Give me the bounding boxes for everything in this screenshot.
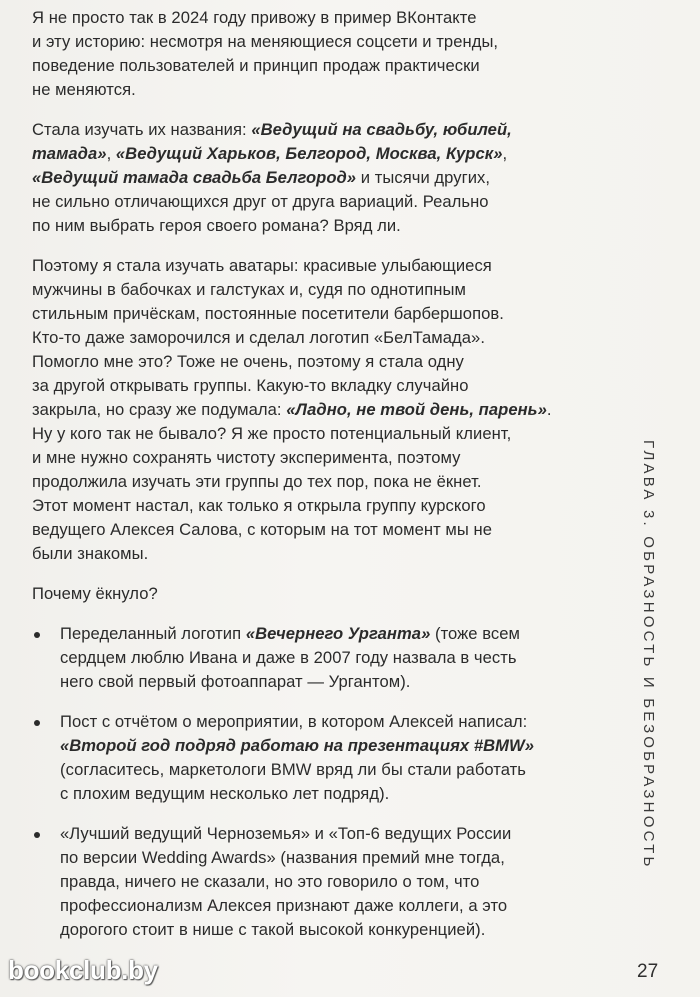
text-line: Помогло мне это? Тоже не очень, поэтому я стала одну [32,352,464,371]
text-run: и тысячи других, [356,168,491,187]
bullet-icon [34,832,40,838]
text-line [32,142,602,166]
text-line: Этот момент настал, как только я открыла группу курского [32,496,486,515]
text-line: сердцем люблю Ивана и даже в 2007 году назвала в честь [60,648,517,667]
text-line: Почему ёкнуло? [32,584,158,603]
text-line: (согласитесь, маркетологи BMW вряд ли бы стали работать [60,760,527,779]
text-line: стильным причёскам, постоянные посетители барбершопов. [32,304,504,323]
text-line: продолжила изучать эти группы до тех пор, пока не ёкнет. [32,472,482,491]
text-line: него свой первый фотоаппарат — Ургантом). [60,672,411,691]
text-line: поведение пользователей и принцип продаж практически [32,56,480,75]
text-run: , [502,144,508,163]
text-line [32,398,602,422]
list-item [32,822,602,942]
text-line [32,166,602,190]
text-line: Ну у кого так не бывало? Я же просто потенциальный клиент, [32,424,512,443]
text-run: Переделанный логотип [60,624,246,643]
text-line: Кто-то даже заморочился и сделал логотип «БелТамада». [32,328,485,347]
text-line [32,118,602,142]
paragraph-3 [32,254,602,566]
text-line: Пост с отчётом о мероприятии, в котором Алексей написал: [60,712,528,731]
paragraph-4 [32,582,602,606]
text-line: по версии Wedding Awards» (названия премий мне тогда, [60,848,505,867]
running-head-chapter: ГЛАВА 3. ОБРАЗНОСТЬ И БЕЗОБРАЗНОСТЬ [640,440,657,870]
quote-text: «Ведущий на свадьбу, юбилей, [251,120,512,139]
text-line [60,734,602,758]
quote-text: «Ведущий тамада свадьба Белгород» [32,168,357,187]
bullet-icon [34,632,40,638]
bullet-icon [34,720,40,726]
quote-text: «Второй год подряд работаю на презентациях #BMW» [60,736,535,755]
text-line: и эту историю: несмотря на меняющиеся соцсети и тренды, [32,32,499,51]
text-line: не меняются. [32,80,136,99]
list-item [32,710,602,806]
text-line: не сильно отличающихся друг от друга вариаций. Реально [32,192,489,211]
text-line: «Лучший ведущий Черноземья» и «Топ-6 ведущих России [60,824,512,843]
text-line: за другой открывать группы. Какую-то вкладку случайно [32,376,469,395]
text-line: Я не просто так в 2024 году привожу в пример ВКонтакте [32,8,477,27]
text-line: с плохим ведущим несколько лет подряд). [60,784,390,803]
text-run: Стала изучать их названия: [32,120,252,139]
page-number: 27 [637,961,659,982]
text-line: правда, ничего не сказали, но это говорило о том, что [60,872,480,891]
text-line: по ним выбрать героя своего романа? Вряд ли. [32,216,401,235]
text-line [60,622,602,646]
text-run: (тоже всем [430,624,521,643]
text-line: были знакомы. [32,544,149,563]
text-run: . [546,400,552,419]
text-line: мужчины в бабочках и галстуках и, судя по однотипным [32,280,466,299]
paragraph-2 [32,118,602,238]
text-line: профессионализм Алексея признают даже коллеги, а это [60,896,508,915]
quote-text: «Ладно, не твой день, парень» [286,400,547,419]
text-line: ведущего Алексея Салова, с которым на тот момент мы не [32,520,493,539]
text-line: Поэтому я стала изучать аватары: красивые улыбающиеся [32,256,492,275]
page-body [32,6,602,958]
text-run: , [106,144,116,163]
paragraph-1 [32,6,602,102]
quote-text: «Вечернего Урганта» [245,624,431,643]
text-line: дорогого стоит в нише с такой высокой конкуренцией). [60,920,486,939]
site-watermark: bookclub.by [8,955,158,985]
text-run: закрыла, но сразу же подумала: [32,400,287,419]
quote-text: «Ведущий Харьков, Белгород, Москва, Курск» [115,144,503,163]
list-item [32,622,602,694]
quote-text: тамада» [32,144,107,163]
text-line: и мне нужно сохранять чистоту эксперимента, поэтому [32,448,461,467]
bullet-list [32,622,602,942]
